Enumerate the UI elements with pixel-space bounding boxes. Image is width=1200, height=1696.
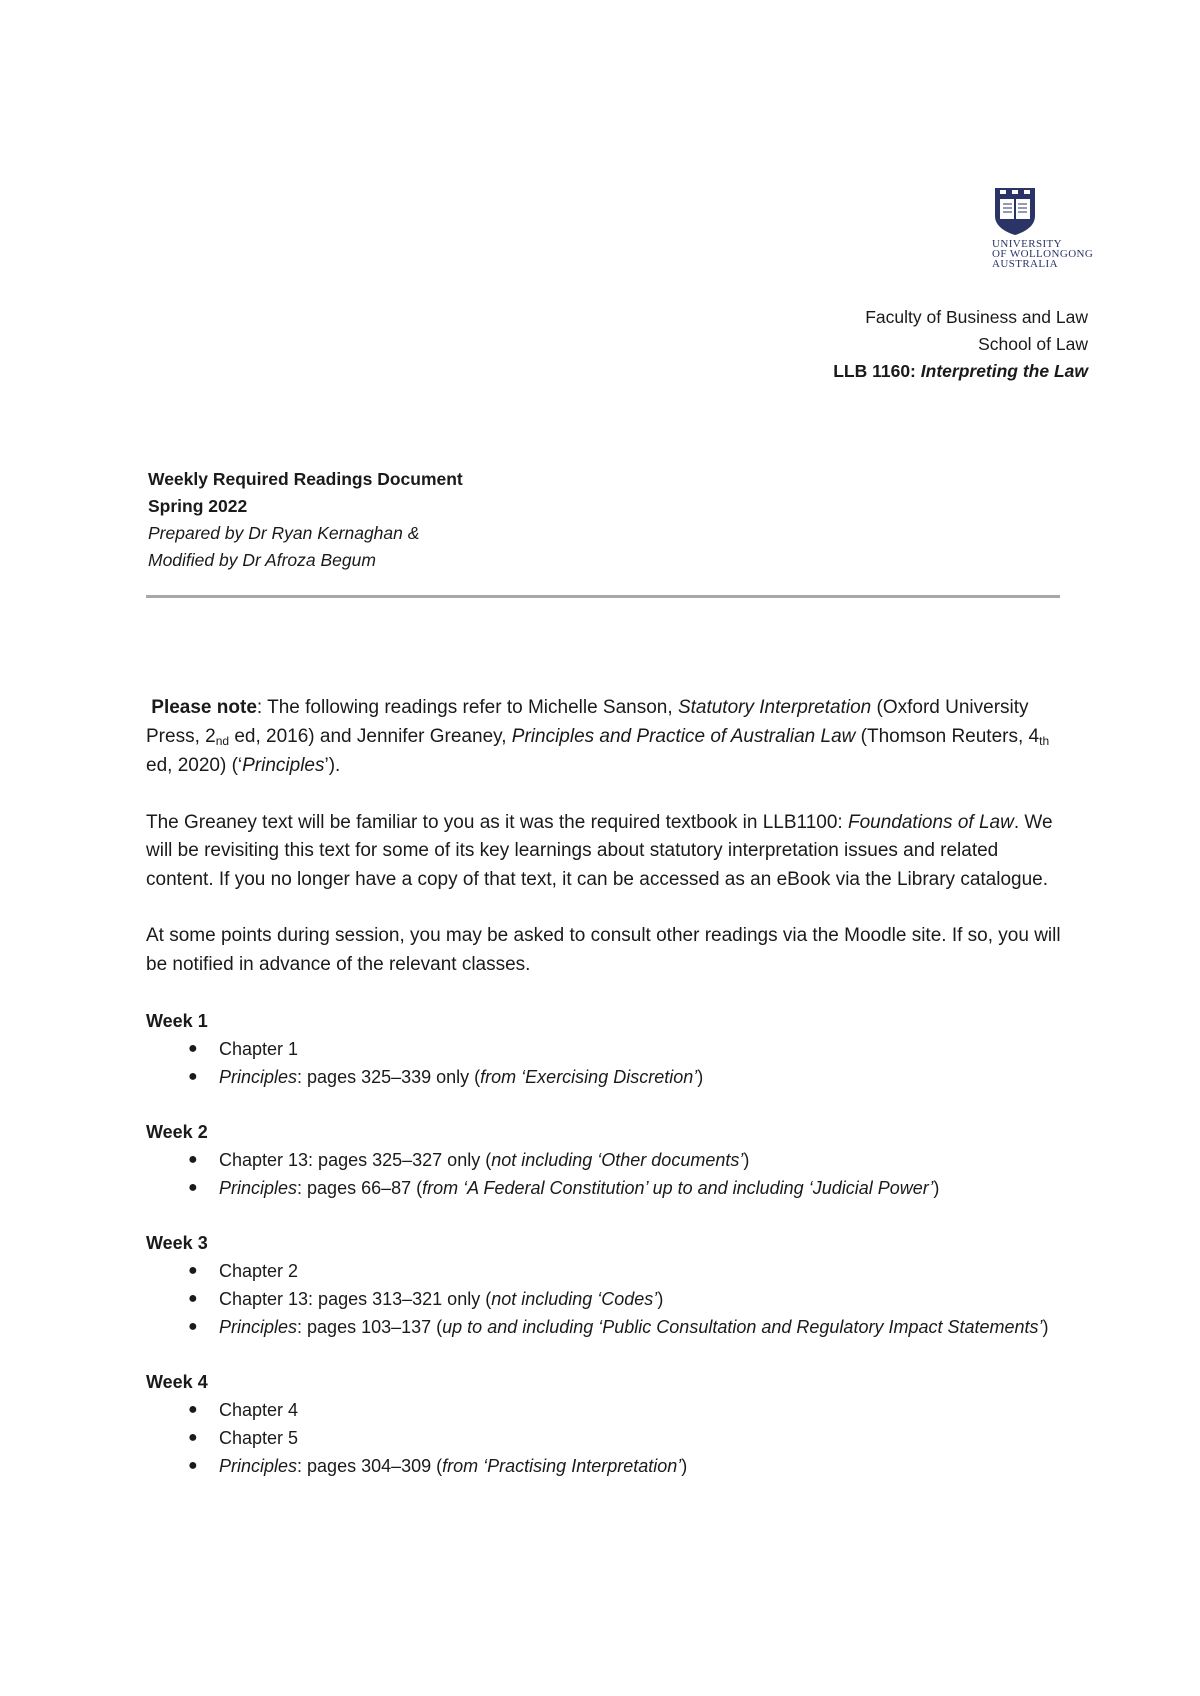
week-title: Week 2 (146, 1122, 208, 1142)
superscript: nd (215, 733, 230, 748)
course-name: Interpreting the Law (920, 361, 1088, 381)
text-run: ) (681, 1456, 688, 1476)
intro-paragraph-2 (146, 809, 1066, 895)
note-label: Please note (151, 697, 257, 718)
bullet-icon: ● (188, 1179, 198, 1196)
reading-item (146, 1035, 1066, 1063)
logo-line: AUSTRALIA (992, 258, 1058, 270)
reading-item (146, 1063, 1066, 1091)
book-title: Principles and Practice of Australian Law (511, 725, 856, 747)
faculty-name: Faculty of Business and Law (865, 307, 1088, 327)
text-run: Principles (219, 1456, 298, 1476)
readings-list (146, 1396, 1066, 1480)
text-run: Chapter 4 (219, 1400, 299, 1420)
reading-item (146, 1146, 1066, 1174)
crest-icon (992, 186, 1038, 236)
school-name: School of Law (978, 334, 1088, 354)
book-title: Statutory Interpretation (677, 697, 872, 718)
text-run: : The following readings refer to Michelle Sanson, (256, 697, 678, 718)
bullet-icon: ● (188, 1262, 198, 1279)
bullet-icon: ● (188, 1401, 198, 1418)
text-run: not including ‘Other documents’ (491, 1150, 744, 1170)
text-run: (Oxford University Press, 2 (146, 697, 1029, 747)
course-title (833, 358, 1088, 385)
text-run: : pages 66–87 ( (297, 1178, 423, 1198)
text-run: ’). (324, 755, 341, 776)
intro-paragraph-3: At some points during session, you may be asked to consult other readings via the Moodle site. If so, you will be notified in advance of the relevant classes. (146, 925, 1061, 975)
text-run: ) (697, 1067, 704, 1087)
bullet-icon: ● (188, 1040, 198, 1057)
intro-paragraph-1 (146, 694, 1066, 781)
week-section (146, 1007, 1066, 1091)
week-section (146, 1368, 1066, 1480)
text-run: ) (1042, 1317, 1049, 1337)
book-short-title: Principles (242, 755, 325, 776)
week-title: Week 4 (146, 1372, 208, 1392)
text-run: from ‘A Federal Constitution’ up to and including ‘Judicial Power’ (422, 1178, 934, 1198)
text-run: ) (933, 1178, 940, 1198)
reading-item (146, 1452, 1066, 1480)
text-run: Chapter 13: pages 325–327 only ( (219, 1150, 492, 1170)
text-run: : pages 325–339 only ( (297, 1067, 481, 1087)
course-code: LLB 1160: (833, 361, 916, 381)
faculty-header (833, 304, 1088, 385)
text-run: Principles (219, 1317, 298, 1337)
reading-item (146, 1396, 1066, 1424)
document-title: Weekly Required Readings Document (148, 469, 463, 489)
text-run: Principles (219, 1178, 298, 1198)
logo-wordmark (992, 239, 1093, 269)
text-run: Chapter 2 (219, 1261, 299, 1281)
document-info (148, 466, 463, 574)
week-section (146, 1118, 1066, 1202)
reading-item (146, 1174, 1066, 1202)
logo-line: OF WOLLONGONG (992, 248, 1094, 260)
week-section (146, 1229, 1066, 1341)
text-run: ed, 2016) and Jennifer Greaney, (229, 725, 512, 747)
text-run: from ‘Practising Interpretation’ (442, 1456, 682, 1476)
text-run: Chapter 5 (219, 1428, 299, 1448)
week-title: Week 3 (146, 1233, 208, 1253)
readings-list (146, 1146, 1066, 1202)
readings-list (146, 1257, 1066, 1341)
text-run: Chapter 13: pages 313–321 only ( (219, 1289, 492, 1309)
reading-item (146, 1424, 1066, 1452)
text-run: ed, 2020) (‘ (146, 755, 243, 776)
text-run: The Greaney text will be familiar to you as it was the required textbook in LLB1100: (146, 811, 848, 833)
superscript: th (1039, 733, 1050, 748)
text-run: ) (657, 1289, 664, 1309)
text-run: Principles (219, 1067, 298, 1087)
logo-line: UNIVERSITY (992, 238, 1062, 250)
university-logo (992, 186, 1127, 276)
prepared-by: Prepared by Dr Ryan Kernaghan & (148, 523, 420, 543)
horizontal-divider (146, 595, 1060, 598)
reading-item (146, 1285, 1066, 1313)
text-run: : pages 103–137 ( (297, 1317, 443, 1337)
text-run: : pages 304–309 ( (297, 1456, 443, 1476)
bullet-icon: ● (188, 1318, 198, 1335)
text-run: Chapter 1 (219, 1039, 299, 1059)
bullet-icon: ● (188, 1151, 198, 1168)
subject-title: Foundations of Law (847, 811, 1014, 833)
readings-list (146, 1035, 1066, 1091)
bullet-icon: ● (188, 1457, 198, 1474)
modified-by: Modified by Dr Afroza Begum (148, 550, 376, 570)
session: Spring 2022 (148, 496, 248, 516)
text-run: (Thomson Reuters, 4 (855, 725, 1040, 747)
bullet-icon: ● (188, 1290, 198, 1307)
text-run: . We will be revisiting this text for some of its key learnings about statutory interpretation issues and related content. If you no longer have a copy of that text, it can be accessed as an eBook via the Library catalogue. (146, 811, 1053, 890)
reading-item (146, 1257, 1066, 1285)
text-run: ) (743, 1150, 750, 1170)
bullet-icon: ● (188, 1429, 198, 1446)
week-title: Week 1 (146, 1011, 208, 1031)
reading-item (146, 1313, 1066, 1341)
text-run: from ‘Exercising Discretion’ (480, 1067, 698, 1087)
text-run: up to and including ‘Public Consultation and Regulatory Impact Statements’ (442, 1317, 1043, 1337)
document-body (146, 694, 1066, 1507)
bullet-icon: ● (188, 1068, 198, 1085)
text-run: not including ‘Codes’ (491, 1289, 658, 1309)
